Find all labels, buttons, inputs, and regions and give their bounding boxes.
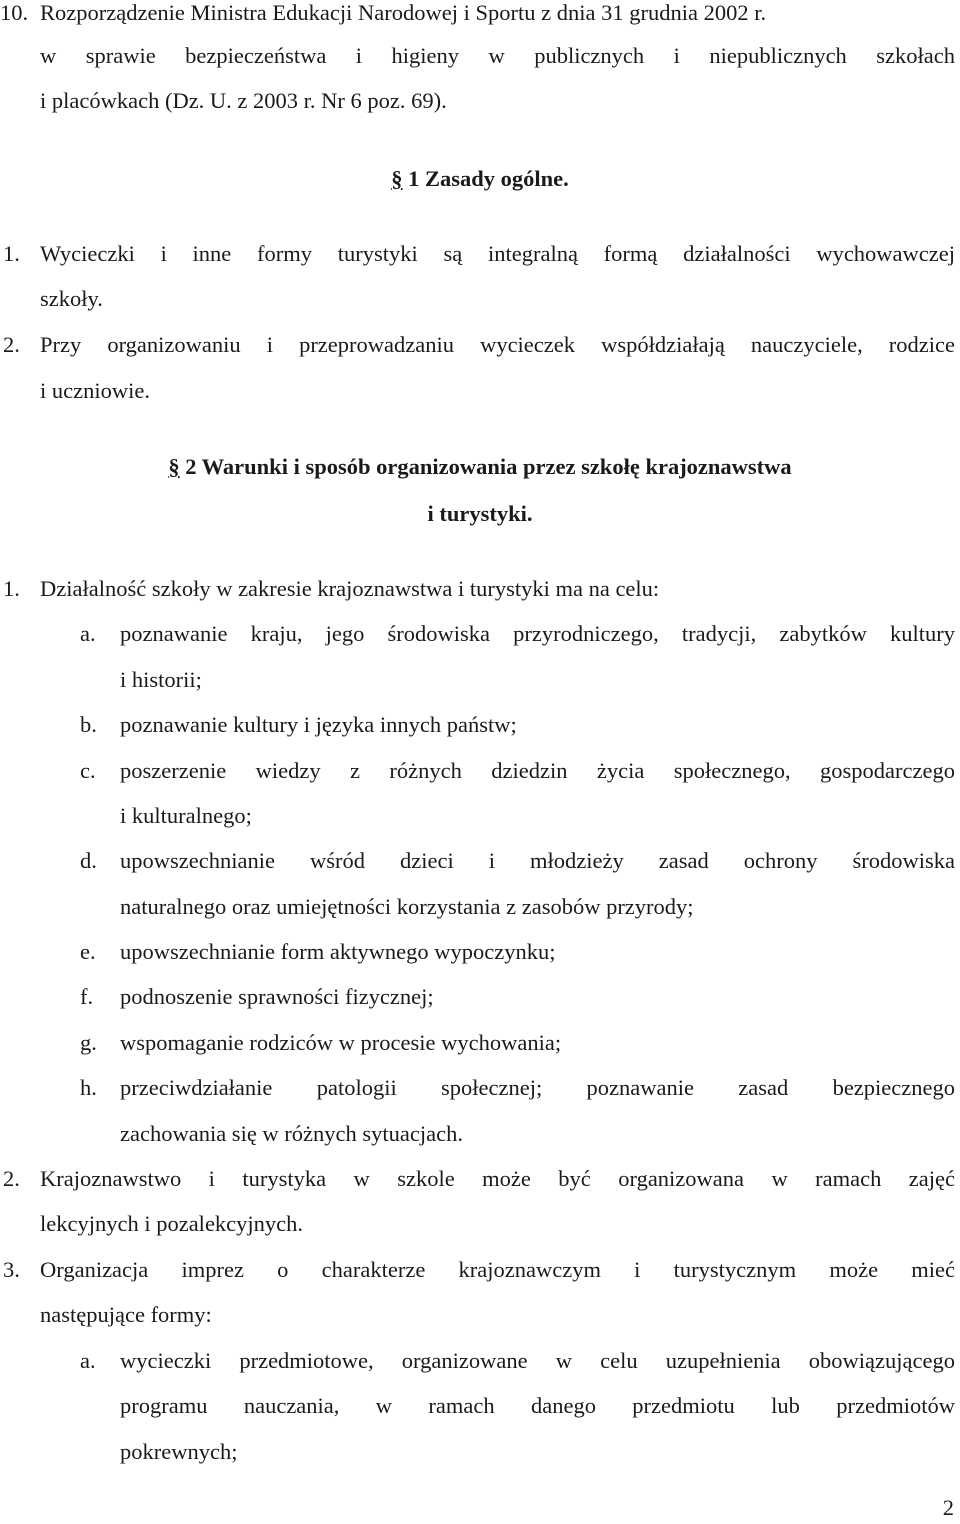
s2-item-a-line-1: poznawanie kraju, jego środowiska przyrodniczego, tradycji, zabytków kultury	[120, 621, 955, 646]
intro-number: 10.	[0, 0, 29, 25]
s2-item-h-line-2: zachowania się w różnych sytuacjach.	[120, 1121, 463, 1146]
s2-item-c-line-1: poszerzenie wiedzy z różnych dziedzin życia społecznego, gospodarczego	[120, 758, 955, 783]
s2-item-c-letter: c.	[80, 758, 96, 783]
s2-item-c-line-2: i kulturalnego;	[120, 803, 252, 828]
intro-line-3: i placówkach (Dz. U. z 2003 r. Nr 6 poz. 69).	[40, 88, 447, 113]
s1-point-1-line-2: szkoły.	[40, 286, 103, 311]
s2-item-b-line-1: poznawanie kultury i języka innych państw;	[120, 712, 517, 737]
s2-item-e-letter: e.	[80, 939, 96, 964]
s2-item-g-letter: g.	[80, 1030, 97, 1055]
s2-item-h-letter: h.	[80, 1075, 97, 1100]
section-1-heading	[0, 168, 960, 191]
s2-item-h-line-1: przeciwdziałanie patologii społecznej; poznawanie zasad bezpiecznego	[120, 1075, 955, 1100]
s2-point-3-line-1: Organizacja imprez o charakterze krajoznawczym i turystycznym może mieć	[40, 1257, 955, 1282]
s2-point-2-line-2: lekcyjnych i pozalekcyjnych.	[40, 1211, 304, 1236]
s2-point-3-line-2: następujące formy:	[40, 1302, 212, 1327]
s2-point-1-number: 1.	[3, 576, 20, 601]
section-2-title-line-2: i turystyki.	[427, 501, 533, 526]
section-symbol: §	[391, 166, 403, 191]
s2-item-d-line-2: naturalnego oraz umiejętności korzystania z zasobów przyrody;	[120, 894, 694, 919]
section-1-title: 1 Zasady ogólne.	[408, 166, 569, 191]
s2-point-1-text: Działalność szkoły w zakresie krajoznawstwa i turystyki ma na celu:	[40, 576, 660, 601]
s2-p3-item-a-line-3: pokrewnych;	[120, 1439, 238, 1464]
s2-item-d-line-1: upowszechnianie wśród dzieci i młodzieży zasad ochrony środowiska	[120, 848, 955, 873]
s2-item-e-line-1: upowszechnianie form aktywnego wypoczynku;	[120, 939, 556, 964]
s2-item-a-line-2: i historii;	[120, 667, 202, 692]
s1-point-2-line-1: Przy organizowaniu i przeprowadzaniu wycieczek współdziałają nauczyciele, rodzice	[40, 332, 955, 357]
s1-point-1-line-1: Wycieczki i inne formy turystyki są integralną formą działalności wychowawczej	[40, 241, 955, 266]
s2-p3-item-a-letter: a.	[80, 1348, 96, 1373]
s2-p3-item-a-line-1: wycieczki przedmiotowe, organizowane w celu uzupełnienia obowiązującego	[120, 1348, 955, 1373]
s2-point-2-number: 2.	[3, 1166, 20, 1191]
s2-point-3-number: 3.	[3, 1257, 20, 1282]
s2-item-b-letter: b.	[80, 712, 97, 737]
s2-item-g-line-1: wspomaganie rodziców w procesie wychowania;	[120, 1030, 562, 1055]
page-number: 2	[942, 1495, 954, 1520]
s2-item-f-letter: f.	[80, 984, 94, 1009]
s1-point-2-line-2: i uczniowie.	[40, 378, 150, 403]
s1-point-1-number: 1.	[3, 241, 20, 266]
section-2-heading	[0, 456, 960, 479]
section-symbol: §	[168, 454, 180, 479]
s2-item-f-line-1: podnoszenie sprawności fizycznej;	[120, 984, 434, 1009]
s1-point-2-number: 2.	[3, 332, 20, 357]
s2-item-d-letter: d.	[80, 848, 97, 873]
intro-line-2: w sprawie bezpieczeństwa i higieny w publicznych i niepublicznych szkołach	[40, 43, 955, 68]
s2-item-a-letter: a.	[80, 621, 96, 646]
s2-p3-item-a-line-2: programu nauczania, w ramach danego przedmiotu lub przedmiotów	[120, 1393, 955, 1418]
intro-line-1: Rozporządzenie Ministra Edukacji Narodowej i Sportu z dnia 31 grudnia 2002 r.	[40, 0, 767, 25]
section-2-title-line-1: 2 Warunki i sposób organizowania przez szkołę krajoznawstwa	[185, 454, 792, 479]
s2-point-2-line-1: Krajoznawstwo i turystyka w szkole może być organizowana w ramach zajęć	[40, 1166, 955, 1191]
